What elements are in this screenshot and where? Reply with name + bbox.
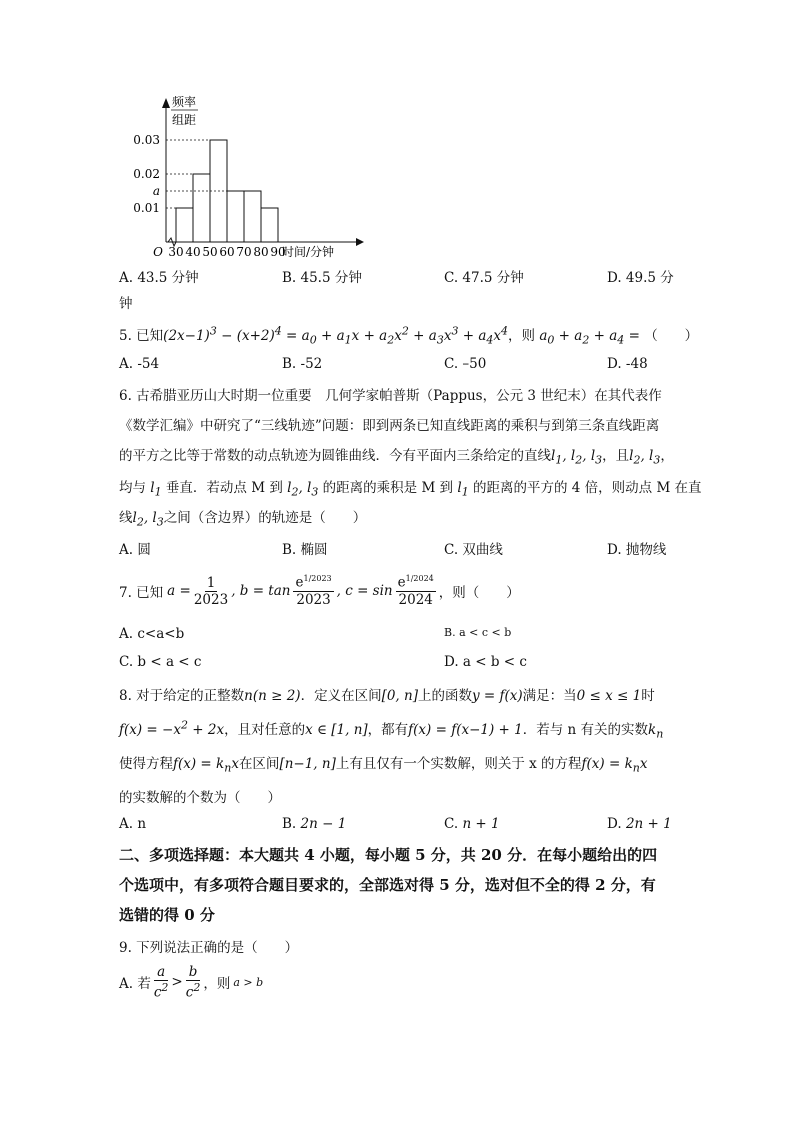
y-axis-label-top: 频率 bbox=[172, 95, 197, 109]
q8-line-1: 8. 对于给定的正整数n(n ≥ 2)．定义在区间[0, n]上的函数y = f(x)满足：当0 ≤ x ≤ 1时 bbox=[119, 688, 655, 704]
q4-option-d[interactable]: D. 49.5 分 bbox=[607, 270, 674, 286]
q5-option-a[interactable]: A. -54 bbox=[119, 356, 160, 372]
histogram-bar bbox=[227, 191, 244, 242]
histogram-bar bbox=[244, 191, 261, 242]
section-2-line-1: 二、多项选择题：本大题共 4 小题，每小题 5 分，共 20 分．在每小题给出的四 bbox=[119, 846, 658, 864]
y-tick-label: a bbox=[152, 184, 160, 198]
q4-option-b[interactable]: B. 45.5 分钟 bbox=[282, 270, 362, 286]
q8-line-4: 的实数解的个数为（ ） bbox=[119, 790, 281, 806]
q4-option-a[interactable]: A. 43.5 分钟 bbox=[119, 270, 199, 286]
histogram-bar bbox=[261, 208, 278, 242]
q4-option-d-wrap: 钟 bbox=[119, 296, 133, 312]
section-2-line-2: 个选项中，有多项符合题目要求的，全部选对得 5 分，选对但不全的得 2 分，有 bbox=[119, 876, 656, 894]
q6-line-1: 6. 古希腊亚历山大时期一位重要 几何学家帕普斯（Pappus，公元 3 世纪末）在其代表作 bbox=[119, 388, 662, 404]
histogram-chart bbox=[110, 92, 370, 260]
q6-line-5: 线$l_2$, $l_3$之间（含边界）的轨迹是（ ） bbox=[119, 510, 367, 529]
q6-option-d[interactable]: D. 抛物线 bbox=[607, 542, 667, 558]
q6-line-4: 均与 $l_1$ 垂直．若动点 M 到 $l_2$, $l_3$ 的距离的乘积是 M 到 $l_1$ 的距离的平方的 4 倍，则动点 M 在直 bbox=[119, 480, 702, 499]
q4-option-c[interactable]: C. 47.5 分钟 bbox=[444, 270, 524, 286]
q8-line-2: $f(x) = -x^2 + 2x$，且对任意的x ∈ [1, n]，都有f(x) = f(x−1) + 1．若与 n 有关的实数$k_n$ bbox=[119, 718, 664, 741]
origin-label: O bbox=[153, 245, 163, 259]
q7-option-d[interactable]: D. a < b < c bbox=[444, 654, 527, 670]
histogram-bar bbox=[176, 208, 193, 242]
q8-option-a[interactable]: A. n bbox=[119, 816, 147, 832]
q5-option-c[interactable]: C. –50 bbox=[444, 356, 487, 372]
q7-option-a[interactable]: A. c<a<b bbox=[119, 626, 185, 642]
x-tick-label: 50 bbox=[202, 245, 218, 259]
x-tick-label: 70 bbox=[236, 245, 252, 259]
x-tick-label: 30 bbox=[168, 245, 184, 259]
x-axis-arrow bbox=[356, 238, 364, 246]
y-tick-label: 0.01 bbox=[133, 201, 160, 215]
q6-option-a[interactable]: A. 圆 bbox=[119, 542, 151, 558]
question-7: 7. 已知 a = $\frac{1}{2023}$ , b = tan $e^{1/2023}$ 2023 , c = sin $e^{1/2024}$ 2024 ，则（ ） bbox=[119, 574, 520, 608]
x-tick-label: 90 bbox=[270, 245, 286, 259]
q9-option-a[interactable]: A. 若 a $c^2$ > b $c^2$ ，则 a > b bbox=[119, 963, 264, 1001]
q5-stem-c: （ ） bbox=[644, 328, 699, 344]
q8-option-c[interactable]: C. n + 1 bbox=[444, 816, 500, 832]
q6-line-2: 《数学汇编》中研究了“三线轨迹”问题：即到两条已知直线距离的乘积与到第三条直线距离 bbox=[119, 418, 660, 434]
y-tick-label: 0.03 bbox=[133, 133, 160, 147]
q9-stem: 9. 下列说法正确的是（ ） bbox=[119, 940, 299, 956]
x-tick-label: 80 bbox=[253, 245, 269, 259]
q8-option-d[interactable]: D. 2n + 1 bbox=[607, 816, 672, 832]
x-tick-label: 40 bbox=[185, 245, 201, 259]
section-2-line-3: 选错的得 0 分 bbox=[119, 906, 215, 924]
q7-option-b[interactable]: B. a < c < b bbox=[444, 626, 512, 639]
q5-stem-a: 5. 已知 bbox=[119, 328, 164, 344]
histogram-bar bbox=[193, 174, 210, 242]
q8-option-b[interactable]: B. 2n − 1 bbox=[282, 816, 347, 832]
q5-option-d[interactable]: D. -48 bbox=[607, 356, 648, 372]
q5-option-b[interactable]: B. -52 bbox=[282, 356, 323, 372]
q7-option-c[interactable]: C. b < a < c bbox=[119, 654, 202, 670]
q8-line-3: 使得方程$f(x) = k_nx$在区间[n−1, n]上有且仅有一个实数解，则关于 x 的方程$f(x) = k_nx$ bbox=[119, 756, 648, 775]
q6-line-3: 的平方之比等于常数的动点轨迹为圆锥曲线．今有平面内三条给定的直线$l_1$, $l_2$, $l_3$，且$l_2$, $l_3$， bbox=[119, 448, 674, 467]
y-axis-label-bottom: 组距 bbox=[172, 113, 197, 127]
y-axis-arrow bbox=[162, 98, 170, 108]
y-tick-label: 0.02 bbox=[133, 167, 160, 181]
q6-option-c[interactable]: C. 双曲线 bbox=[444, 542, 503, 558]
q6-option-b[interactable]: B. 椭圆 bbox=[282, 542, 328, 558]
x-axis-label: 时间/分钟 bbox=[282, 245, 335, 259]
q5-stem-b: ，则 bbox=[508, 328, 536, 344]
x-tick-label: 60 bbox=[219, 245, 235, 259]
question-5: 5. 已知$(2x-1)^3 - (x+2)^4 = a_0 + a_1x + a_2x^2 + a_3x^3 + a_4x^4$，则 $a_0 + a_2 + a_4$ = （ ） bbox=[119, 324, 699, 347]
